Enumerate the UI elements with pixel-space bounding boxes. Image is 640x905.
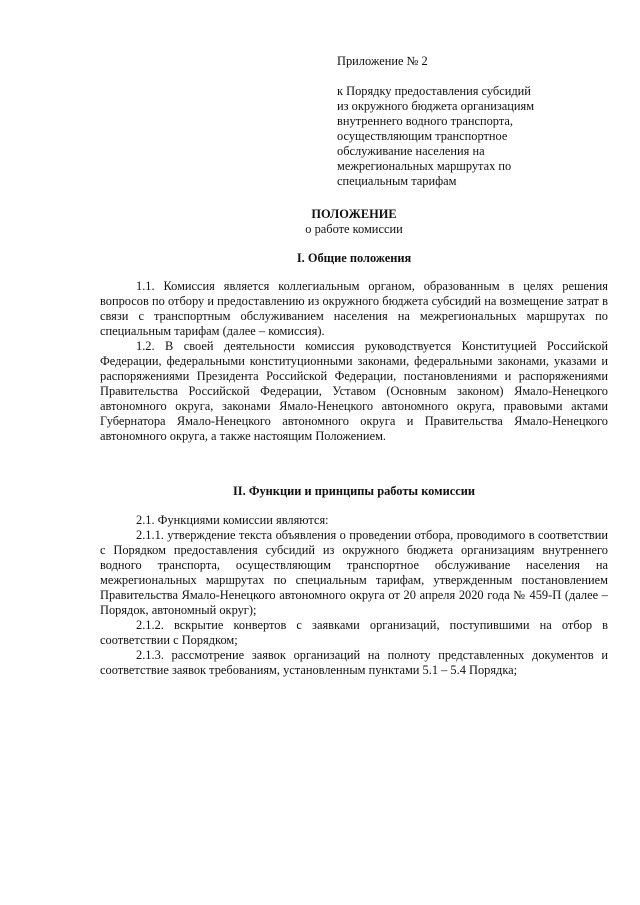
paragraph-2-1-1: 2.1.1. утверждение текста объявления о проведении отбора, проводимого в соответствии с Порядком предоставления субсидий из окружного бюджета организациям внутреннего водного транспорта, осуществляющим транспортное обслуживание населения на межрегиональных маршрутах по специальным тарифам, утвержденным постановлением Правительства Ямало-Ненецкого автономного округа от 20 апреля 2020 года № 459-П (далее – Порядок, автономный округ); [100,528,608,617]
appendix-line: межрегиональных маршрутах по [337,159,512,173]
paragraph-2-1-3: 2.1.3. рассмотрение заявок организаций на полноту представленных документов и соответствие заявок требованиям, установленным пунктами 5.1 – 5.4 Порядка; [100,648,608,677]
section-1-body [100,279,608,444]
document-title-block [100,207,608,237]
paragraph-1-2: 1.2. В своей деятельности комиссия руководствуется Конституцией Российской Федерации, федеральными конституционными законами, федеральными законами, указами и распоряжениями Президента Российской Федерации, постановлениями и распоряжениями Правительства Российской Федерации, Уставом (Основным законом) Ямало-Ненецкого автономного округа, законами Ямало-Ненецкого автономного округа, правовыми актами Губернатора Ямало-Ненецкого автономного округа и Правительства Ямало-Ненецкого автономного округа, а также настоящим Положением. [100,339,608,443]
paragraph-2-1: 2.1. Функциями комиссии являются: [136,513,329,527]
appendix-line: осуществляющим транспортное [337,129,508,143]
appendix-number: Приложение № 2 [337,54,428,68]
appendix-line: внутреннего водного транспорта, [337,114,513,128]
document-subtitle: о работе комиссии [305,222,403,236]
section-1-heading: I. Общие положения [296,251,412,265]
section-2-heading: II. Функции и принципы работы комиссии [232,484,475,498]
appendix-line: специальным тарифам [337,174,457,188]
appendix-line: к Порядку предоставления субсидий [337,84,531,98]
paragraph-2-1-2: 2.1.2. вскрытие конвертов с заявками организаций, поступившими на отбор в соответствии с Порядком; [100,618,608,647]
appendix-line: из окружного бюджета организациям [337,99,535,113]
appendix-line: обслуживание населения на [337,144,485,158]
document-title: ПОЛОЖЕНИЕ [311,207,397,221]
paragraph-1-1: 1.1. Комиссия является коллегиальным органом, образованным в целях решения вопросов по отбору и предоставлению из окружного бюджета субсидий на возмещение затрат в связи с транспортным обслуживанием населения на межрегиональных маршрутах по специальным тарифам (далее – комиссия). [100,279,608,338]
section-2-body [100,513,608,678]
appendix-block [337,54,602,189]
